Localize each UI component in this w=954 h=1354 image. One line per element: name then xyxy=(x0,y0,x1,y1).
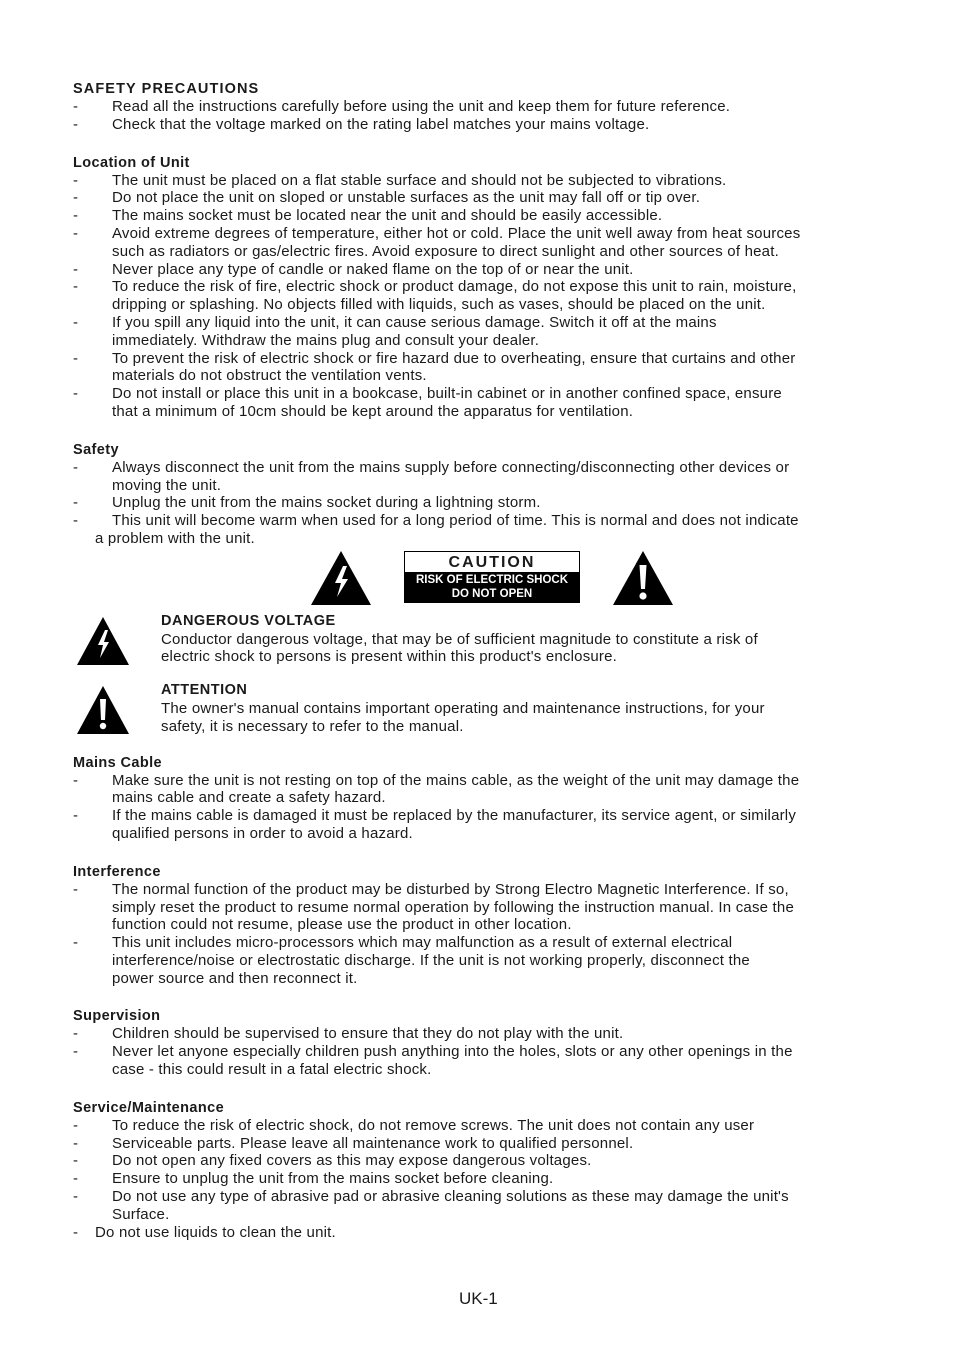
section xyxy=(73,1007,888,1078)
list-item xyxy=(73,278,888,314)
bullet-dash: - xyxy=(73,313,79,331)
bullet-dash: - xyxy=(73,458,79,476)
item-line: Make sure the unit is not resting on top of the mains cable, as the weight of the unit may damage the xyxy=(112,771,800,789)
bullet-list xyxy=(73,459,888,530)
list-item xyxy=(73,881,888,934)
item-line: mains cable and create a safety hazard. xyxy=(112,789,386,807)
item-continuation: a problem with the unit. xyxy=(95,529,255,547)
bullet-dash: - xyxy=(73,1188,79,1206)
item-line: materials do not obstruct the ventilation vents. xyxy=(112,367,427,385)
exclamation-triangle-icon xyxy=(77,686,129,734)
warning-title: ATTENTION xyxy=(161,682,248,699)
item-line: qualified persons in order to avoid a hazard. xyxy=(112,824,413,842)
bullet-list xyxy=(73,172,888,421)
section-heading: Interference xyxy=(73,863,161,880)
bullet-list xyxy=(73,881,888,988)
item-line: If you spill any liquid into the unit, it can cause serious damage. Switch it off at the mains xyxy=(112,313,717,331)
bullet-dash: - xyxy=(73,260,79,278)
bullet-dash: - xyxy=(73,349,79,367)
item-line: Avoid extreme degrees of temperature, either hot or cold. Place the unit well away from heat sources xyxy=(112,224,801,242)
item-line: immediately. Withdraw the mains plug and consult your dealer. xyxy=(112,331,540,349)
section-heading: Service/Maintenance xyxy=(73,1099,225,1116)
section xyxy=(73,1099,888,1242)
item-line: Do not install or place this unit in a bookcase, built-in cabinet or in another confined space, ensure xyxy=(112,385,782,403)
warning-text: Conductor dangerous voltage, that may be of sufficient magnitude to constitute a risk of xyxy=(161,630,758,648)
item-line: The mains socket must be located near the unit and should be easily accessible. xyxy=(112,207,663,225)
exclamation-triangle-icon xyxy=(613,551,673,605)
bullet-dash: - xyxy=(73,1170,79,1188)
caution-body xyxy=(405,572,579,603)
item-line: Children should be supervised to ensure that they do not play with the unit. xyxy=(112,1025,624,1043)
bottom-sections xyxy=(73,754,888,1242)
bullet-dash: - xyxy=(73,1134,79,1152)
section xyxy=(73,754,888,843)
bullet-dash: - xyxy=(73,494,79,512)
warning-text: safety, it is necessary to refer to the manual. xyxy=(161,717,464,735)
item-line: Do not use any type of abrasive pad or abrasive cleaning solutions as these may damage the unit's xyxy=(112,1188,789,1206)
bullet-list xyxy=(73,772,888,843)
section xyxy=(73,80,888,134)
list-item xyxy=(73,1117,888,1135)
list-item xyxy=(73,385,888,421)
list-item xyxy=(73,225,888,261)
section-heading: Safety xyxy=(73,441,119,458)
section xyxy=(73,154,888,421)
list-item xyxy=(73,1188,888,1224)
bullet-dash: - xyxy=(73,98,79,115)
list-item xyxy=(73,1170,888,1188)
section-heading: SAFETY PRECAUTIONS xyxy=(73,81,260,97)
list-item xyxy=(73,172,888,190)
list-item xyxy=(73,1135,888,1153)
bullet-dash: - xyxy=(73,385,79,403)
manual-page xyxy=(73,80,888,1261)
section xyxy=(73,441,888,548)
bullet-dash: - xyxy=(73,807,79,825)
caution-line-1: RISK OF ELECTRIC SHOCK xyxy=(415,573,569,586)
item-line: simply reset the product to resume normal operation by following the instruction manual. In case the xyxy=(112,898,795,916)
caution-symbols xyxy=(73,551,888,607)
bullet-dash: - xyxy=(73,189,79,207)
list-item xyxy=(73,807,888,843)
bullet-dash: - xyxy=(73,1116,79,1134)
list-item xyxy=(73,1224,888,1242)
bullet-dash: - xyxy=(73,278,79,296)
warning-block xyxy=(73,613,888,666)
page-number: UK-1 xyxy=(459,1289,498,1308)
item-line: case - this could result in a fatal electric shock. xyxy=(112,1061,432,1079)
item-line: Never let anyone especially children push anything into the holes, slots or any other openings in the xyxy=(112,1043,793,1061)
list-item xyxy=(73,1025,888,1043)
list-item xyxy=(73,512,888,530)
bullet-dash: - xyxy=(73,207,79,225)
item-line: dripping or splashing. No objects filled with liquids, such as vases, should be placed on the unit. xyxy=(112,296,766,314)
list-item xyxy=(73,1152,888,1170)
caution-line-2: DO NOT OPEN xyxy=(451,588,533,601)
item-line: Never place any type of candle or naked flame on the top of or near the unit. xyxy=(112,260,634,278)
bullet-dash: - xyxy=(73,1223,79,1241)
section-heading: Mains Cable xyxy=(73,754,163,771)
item-line: Serviceable parts. Please leave all maintenance work to qualified personnel. xyxy=(112,1134,634,1152)
section-heading: Supervision xyxy=(73,1008,161,1025)
item-line: interference/noise or electrostatic discharge. If the unit is not working properly, disconnect the xyxy=(112,951,750,969)
bullet-dash: - xyxy=(73,934,79,952)
item-line: Unplug the unit from the mains socket during a lightning storm. xyxy=(112,494,541,512)
list-item xyxy=(73,772,888,808)
list-item xyxy=(73,261,888,279)
list-item xyxy=(73,189,888,207)
item-line: Ensure to unplug the unit from the mains socket before cleaning. xyxy=(112,1170,554,1188)
item-line: Do not use liquids to clean the unit. xyxy=(95,1223,336,1241)
bullet-list xyxy=(73,1117,888,1242)
list-item xyxy=(73,934,888,987)
item-line: If the mains cable is damaged it must be replaced by the manufacturer, its service agent, or similarly xyxy=(112,807,797,825)
item-line: moving the unit. xyxy=(112,476,222,494)
list-item xyxy=(73,98,888,116)
item-line: To prevent the risk of electric shock or fire hazard due to overheating, ensure that curtains and other xyxy=(112,349,796,367)
caution-label xyxy=(404,551,580,603)
lightning-triangle-icon xyxy=(311,551,371,605)
bullet-list xyxy=(73,98,888,134)
list-item xyxy=(73,314,888,350)
section xyxy=(73,863,888,988)
list-item xyxy=(73,494,888,512)
item-line: Check that the voltage marked on the rating label matches your mains voltage. xyxy=(112,115,650,133)
item-line: Always disconnect the unit from the mains supply before connecting/disconnecting other devices or xyxy=(112,458,790,476)
item-line: function could not resume, please use the product in other location. xyxy=(112,916,572,934)
warning-block xyxy=(73,682,888,735)
item-line: power source and then reconnect it. xyxy=(112,969,358,987)
item-line: This unit will become warm when used for a long period of time. This is normal and does not indicate xyxy=(112,512,799,530)
bullet-dash: - xyxy=(73,1152,79,1170)
section-heading: Location of Unit xyxy=(73,154,190,171)
item-line: The unit must be placed on a flat stable surface and should not be subjected to vibrations. xyxy=(112,171,727,189)
item-line: To reduce the risk of fire, electric shock or product damage, do not expose this unit to rain, moisture, xyxy=(112,278,797,296)
bullet-dash: - xyxy=(73,1025,79,1043)
item-line: To reduce the risk of electric shock, do not remove screws. The unit does not contain any user xyxy=(112,1116,755,1134)
bullet-dash: - xyxy=(73,1043,79,1061)
bullet-list xyxy=(73,1025,888,1078)
bullet-dash: - xyxy=(73,171,79,189)
list-item xyxy=(73,1043,888,1079)
warning-title: DANGEROUS VOLTAGE xyxy=(161,612,336,629)
list-item xyxy=(73,350,888,386)
bullet-dash: - xyxy=(73,115,79,133)
list-item xyxy=(73,207,888,225)
item-line: that a minimum of 10cm should be kept around the apparatus for ventilation. xyxy=(112,402,634,420)
bullet-dash: - xyxy=(73,771,79,789)
lightning-triangle-icon xyxy=(77,617,129,665)
bullet-dash: - xyxy=(73,512,79,530)
item-line: This unit includes micro-processors which may malfunction as a result of external electrical xyxy=(112,934,733,952)
caution-title: CAUTION xyxy=(448,553,536,571)
warning-text: electric shock to persons is present within this product's enclosure. xyxy=(161,648,618,666)
warnings xyxy=(73,613,888,736)
item-line: such as radiators or gas/electric fires. Avoid exposure to direct sunlight and other sources of heat. xyxy=(112,242,779,260)
bullet-dash: - xyxy=(73,880,79,898)
warning-text: The owner's manual contains important operating and maintenance instructions, for your xyxy=(161,699,765,717)
item-line: Do not open any fixed covers as this may expose dangerous voltages. xyxy=(112,1152,592,1170)
bullet-dash: - xyxy=(73,224,79,242)
item-line: Read all the instructions carefully before using the unit and keep them for future reference. xyxy=(112,98,731,115)
top-sections xyxy=(73,80,888,548)
list-item xyxy=(73,459,888,495)
item-line: The normal function of the product may be disturbed by Strong Electro Magnetic Interference. If so, xyxy=(112,880,789,898)
list-item xyxy=(73,116,888,134)
item-line: Surface. xyxy=(112,1205,170,1223)
item-line: Do not place the unit on sloped or unstable surfaces as the unit may fall off or tip over. xyxy=(112,189,701,207)
